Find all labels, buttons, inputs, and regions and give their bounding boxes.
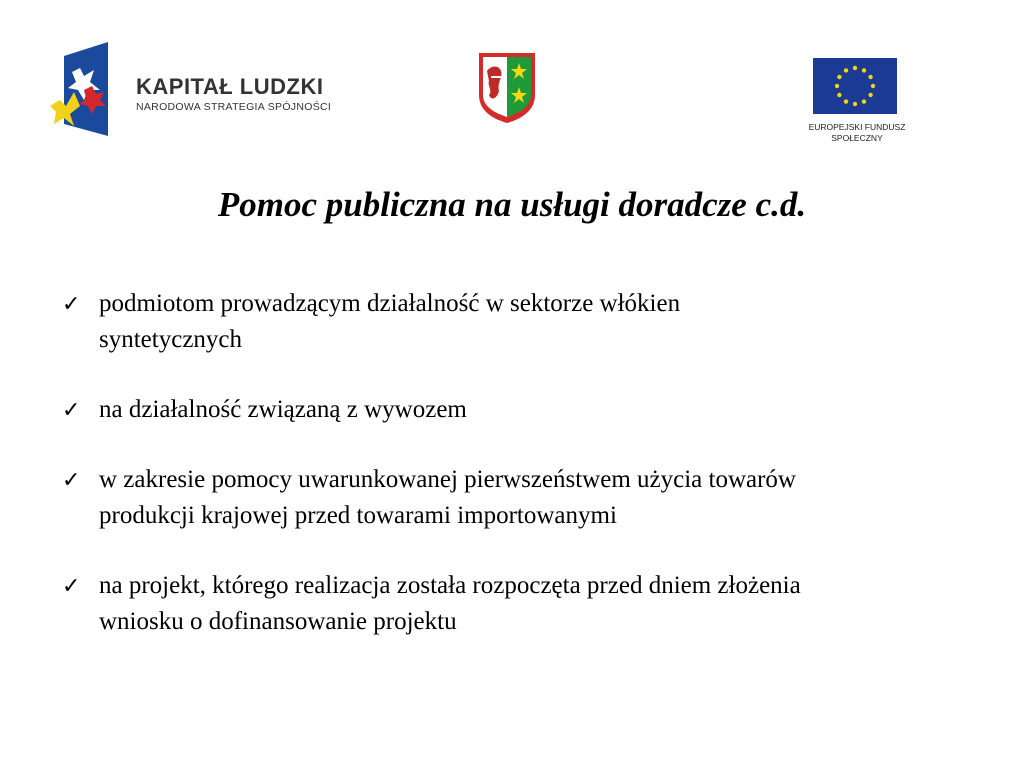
- kapital-ludzki-wordmark: [136, 74, 331, 114]
- eu-flag-icon: [813, 58, 897, 114]
- bullet-list: [62, 286, 962, 674]
- checkmark-icon: ✓: [62, 398, 81, 423]
- kapital-ludzki-logo: [50, 42, 370, 140]
- bullet-item: [62, 462, 962, 534]
- bullet-text-line: na projekt, którego realizacja została rozpoczęta przed dniem złożenia: [99, 572, 801, 599]
- bullet-text-line: podmiotom prowadzącym działalność w sektorze włókien: [99, 290, 681, 317]
- bullet-item: [62, 286, 962, 358]
- kapital-ludzki-emblem-icon: [50, 42, 112, 138]
- lower-silesia-coat-of-arms-icon: [477, 51, 537, 125]
- checkmark-icon: ✓: [62, 292, 81, 317]
- bullet-item: [62, 568, 962, 640]
- bullet-item: [62, 392, 962, 428]
- kapital-ludzki-subtitle: NARODOWA STRATEGIA SPÓJNOŚCI: [136, 101, 332, 113]
- slide-title: Pomoc publiczna na usługi doradcze c.d.: [217, 185, 807, 224]
- eu-caption: [798, 122, 916, 144]
- checkmark-icon: ✓: [62, 468, 81, 493]
- bullet-text-line: wniosku o dofinansowanie projektu: [99, 608, 457, 635]
- eu-caption-line2: SPOŁECZNY: [831, 133, 883, 143]
- eu-social-fund-logo: [798, 58, 920, 150]
- eu-caption-line1: EUROPEJSKI FUNDUSZ: [808, 122, 906, 132]
- bullet-text-line: na działalność związaną z wywozem: [99, 396, 467, 423]
- bullet-text-line: w zakresie pomocy uwarunkowanej pierwszeństwem użycia towarów: [99, 466, 796, 493]
- checkmark-icon: ✓: [62, 574, 81, 599]
- kapital-ludzki-title: KAPITAŁ LUDZKI: [136, 74, 324, 99]
- bullet-text-line: syntetycznych: [99, 326, 243, 353]
- bullet-text-line: produkcji krajowej przed towarami importowanymi: [99, 502, 617, 529]
